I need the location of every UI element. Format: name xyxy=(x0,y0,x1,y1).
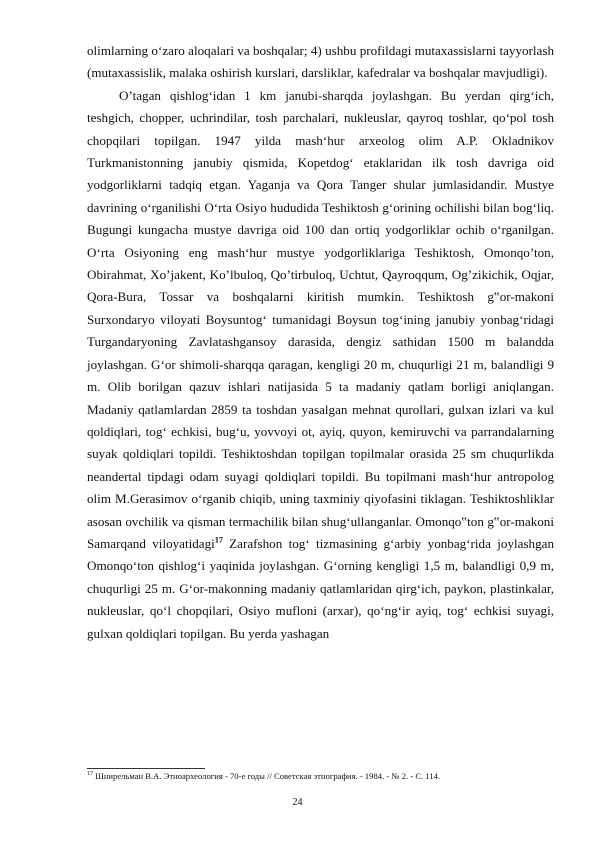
paragraph-2 xyxy=(87,85,554,645)
paragraph-2-text: O’tagan qishlog‘idan 1 km janubi-sharqda joylashgan. Bu yerdan qirg‘ich, teshgich, chopper, uchrindilar, tosh parchalari, nukleuslar, qayroq toshlar, qo‘pol tosh chopqilari topilgan. 1947 yilda mash‘hur arxeolog olim A.P. Okladnikov Turkmanistonning janubiy qismida, Kopetdog‘ etaklaridan ilk tosh davriga oid yodgorliklarni tadqiq etgan. Yaganja va Qora Tanger shular jumlasidandir. Mustye davrining o‘rganilishi O‘rta Osiyo hududida Teshiktosh g‘orining ochilishi bilan bog‘liq. Bugungi kungacha mustye davriga oid 100 dan ortiq yodgorliklar ochib o‘rganilgan. O‘rta Osiyoning eng mash‘hur mustye yodgorliklariga Teshiktosh, Omonqo’ton, Obirahmat, Xo’jakent, Ko’lbuloq, Qo’tirbuloq, Uchtut, Qayroqqum, Og’zikichik, Oqjar, Qora-Bura, Tossar va boshqalarni kiritish mumkin. Teshiktosh g‟or-makoni Surxondaryo viloyati Boysuntog‘ tumanidagi Boysun tog‘ining janubiy yonbag‘ridagi Turgandaryoning Zavlatashgansoy darasida, dengiz sathidan 1500 m balandda joylashgan. G‘or shimoli-sharqqa qaragan, kengligi 20 m, chuqurligi 21 m, balandligi 9 m. Olib borilgan qazuv ishlari natijasida 5 ta madaniy qatlam borligi aniqlangan. Madaniy qatlamlardan 2859 ta toshdan yasalgan mehnat qurollari, gulxan izlari va kul qoldiqlari, tog‘ echkisi, bug‘u, yovvoyi ot, ayiq, quyon, kemiruvchi va parrandalarning suyak qoldiqlari topildi. Teshiktoshdan topilgan topilmalar orasida 25 sm chuqurlikda neandertal tipdagi odam suyagi qoldiqlari topildi. Bu topilmani mash‘hur antropolog olim M.Gerasimov o‘rganib chiqib, uning taxminiy qiyofasini tiklagan. Teshiktoshliklar asosan ovchilik va qisman termachilik bilan shug‘ullanganlar. Omonqo‟ton g‟or-makoni Samarqand viloyatidagi xyxy=(87,87,554,551)
footnote-text: Шнирельман В.А. Этноархеология - 70-е годы // Советская этнография. - 1984. - № 2. - С. 114. xyxy=(93,771,441,781)
footnote xyxy=(87,771,554,782)
body-text xyxy=(87,40,554,645)
footnote-reference[interactable]: 17 xyxy=(214,535,223,545)
paragraph-1: olimlarning o‘zaro aloqalari va boshqalar; 4) ushbu profildagi mutaxassislarni tayyorlash (mutaxassislik, malaka oshirish kurslari, darsliklar, kafedralar va boshqalar mavjudligi). xyxy=(87,43,554,81)
page-number: 24 xyxy=(292,797,303,808)
footnote-number: 17 xyxy=(87,771,93,778)
footnote-separator xyxy=(87,768,205,769)
paragraph-2-continued: Zarafshon tog‘ tizmasining g‘arbiy yonbag‘rida joylashgan Omonqo‘ton qishlog‘i yaqinida joylashgan. G‘orning kengligi 1,5 m, balandligi 0,9 m, chuqurligi 25 m. G‘or-makonning madaniy qatlamlaridan qirg‘ich, paykon, plastinkalar, nukleuslar, qo‘l chopqilari, Osiyo mufloni (arxar), qo‘ng‘ir ayiq, tog‘ echkisi suyagi, gulxan qoldiqlari topilgan. Bu yerda yashagan xyxy=(87,535,554,641)
